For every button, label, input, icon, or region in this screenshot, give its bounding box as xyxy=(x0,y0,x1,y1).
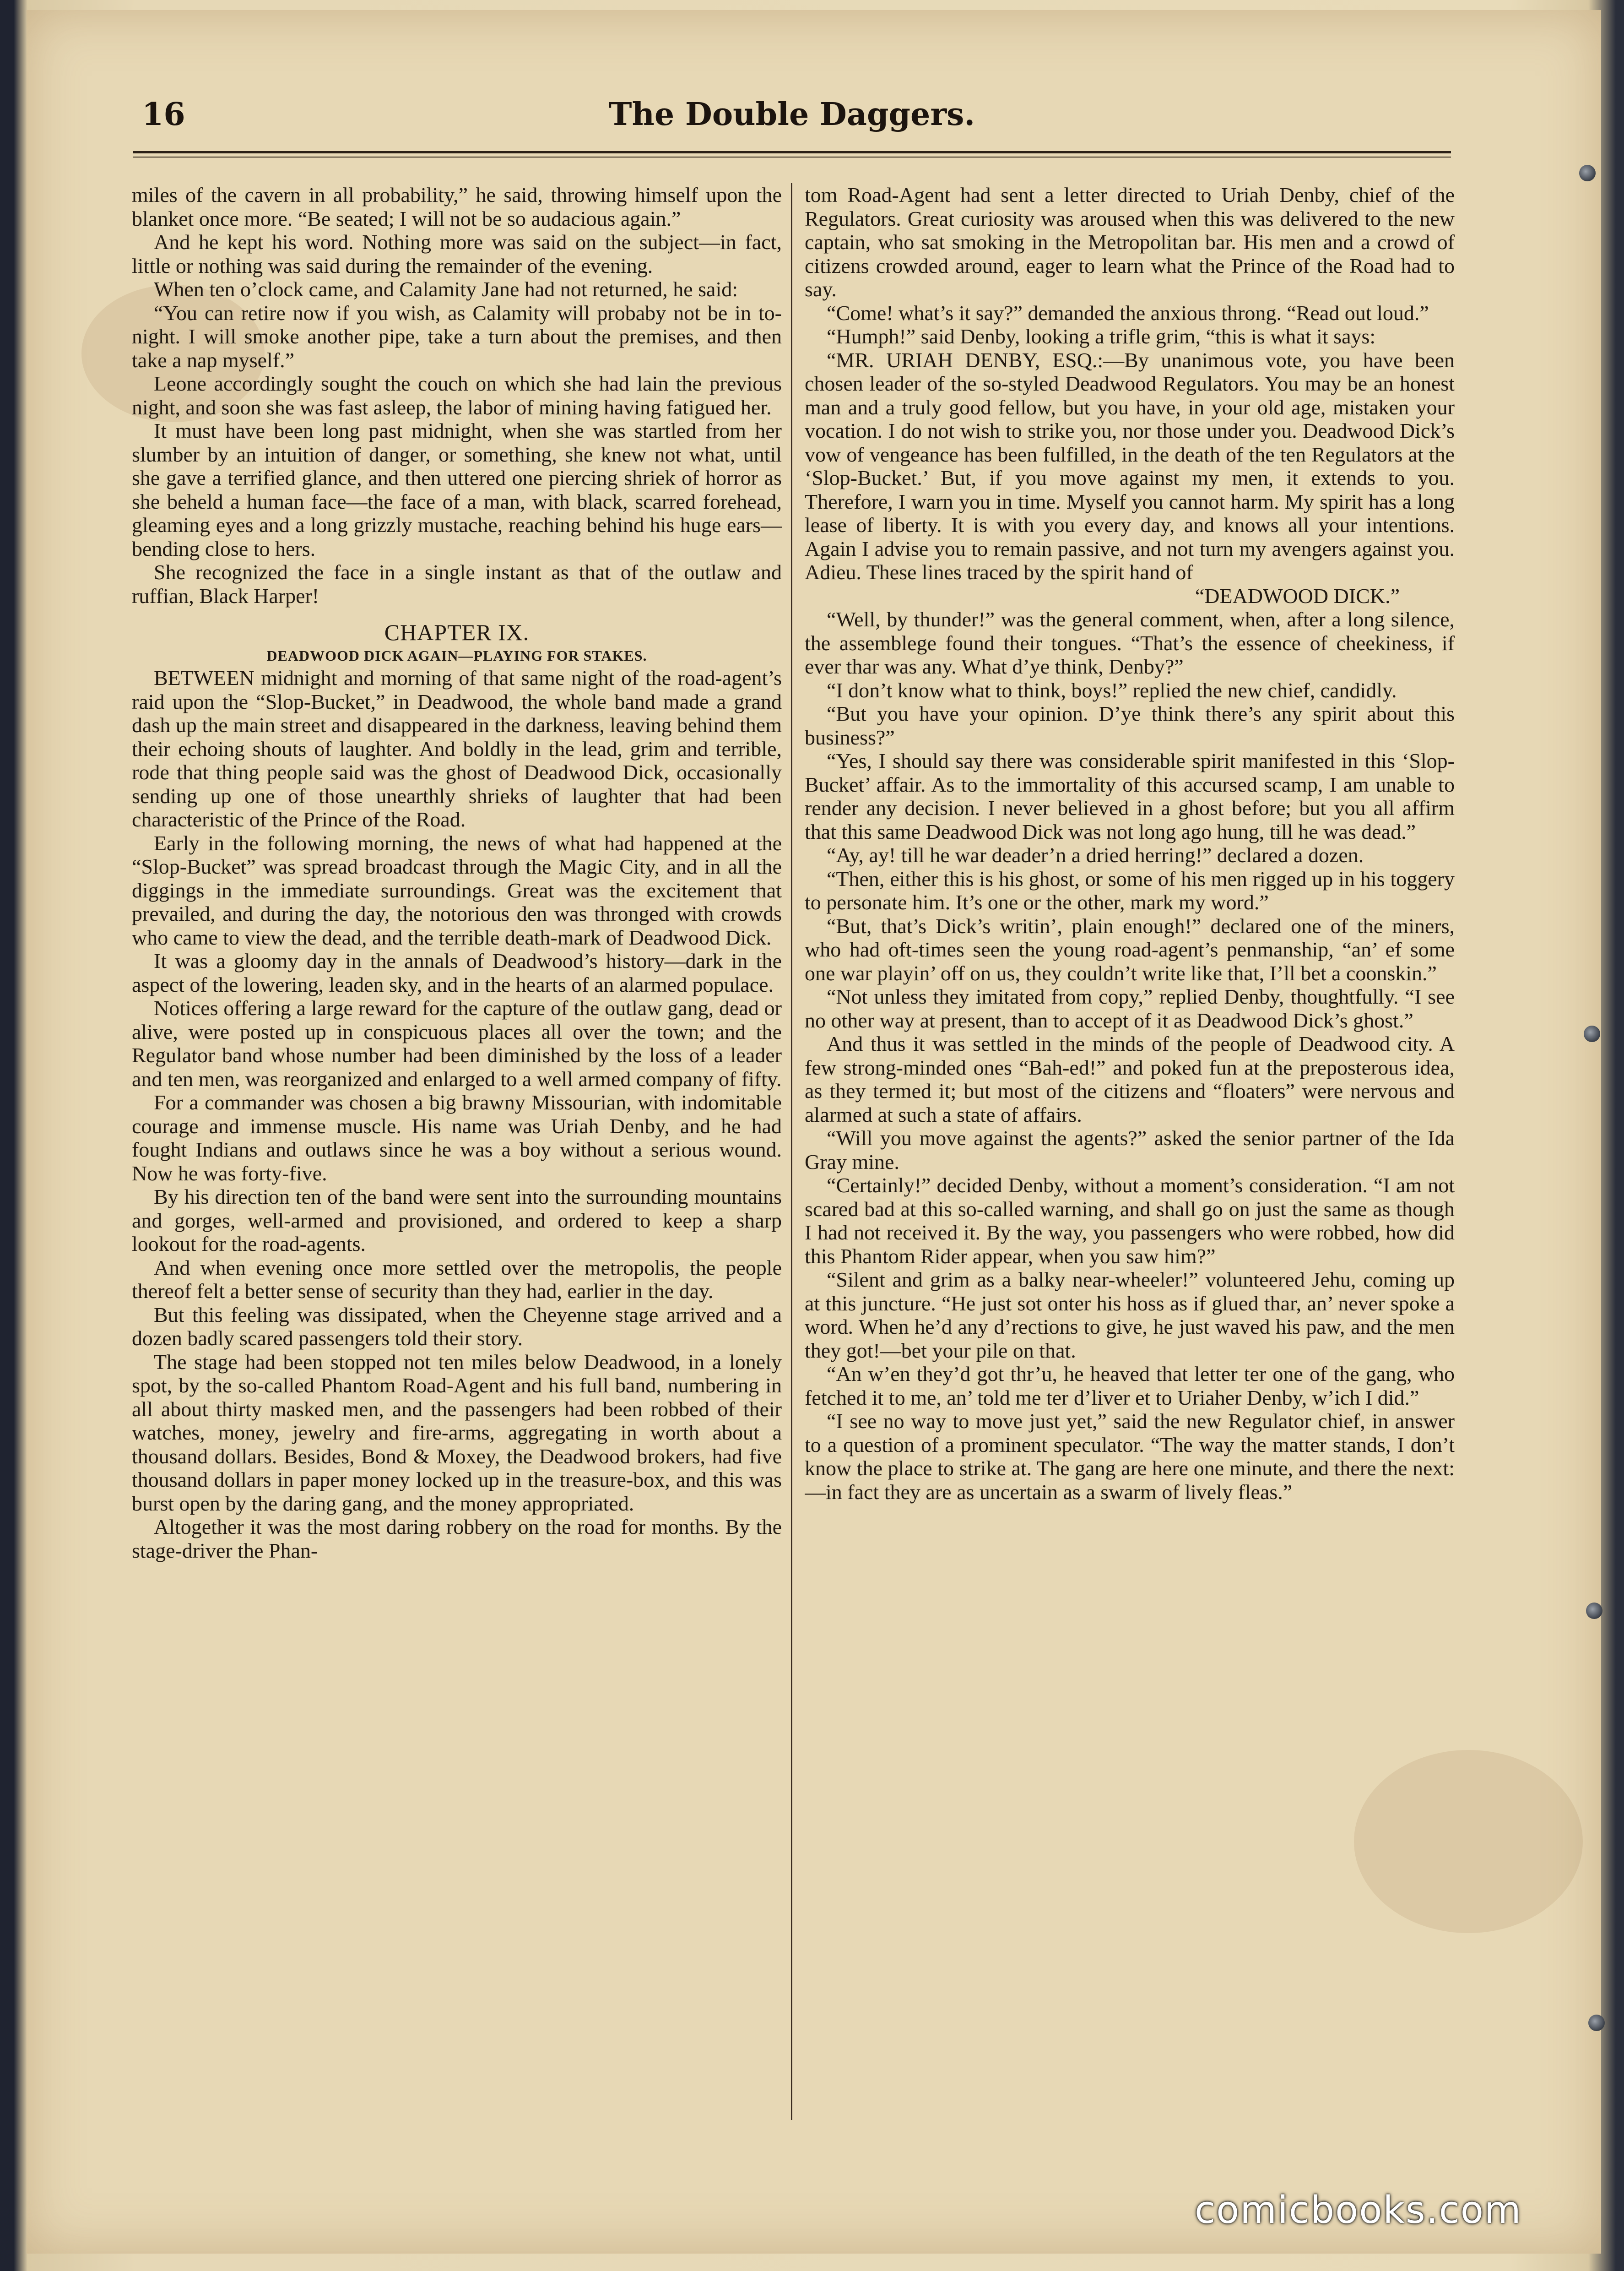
paragraph: tom Road-Agent had sent a letter directed to Uriah Denby, chief of the Regulators. Great curiosity was aroused when this was delivered to the new captain, who sat smoking in the Metropolitan bar. His men and a crowd of citizens crowded around, eager to learn what the Prince of the Road had to say. xyxy=(805,183,1455,301)
tack-hole xyxy=(1586,1603,1602,1619)
page-title: The Double Daggers. xyxy=(608,96,975,133)
page-number: 16 xyxy=(142,96,185,133)
left-column-paragraphs xyxy=(132,183,782,608)
paragraph: “I don’t know what to think, boys!” replied the new chief, candidly. xyxy=(827,678,1397,702)
paragraph: “You can retire now if you wish, as Calamity will probaby not be in to-night. I will smoke another pipe, take a turn about the premises, and then take a nap myself.” xyxy=(132,301,782,372)
paragraph: It was a gloomy day in the annals of Deadwood’s history—dark in the aspect of the lowering, leaden sky, and in the hearts of an alarmed populace. xyxy=(132,949,782,996)
paragraph: And when evening once more settled over the metropolis, the people thereof felt a better sense of security than they had, earlier in the day. xyxy=(132,1255,782,1303)
paragraph: She recognized the face in a single instant as that of the outlaw and ruffian, Black Harper! xyxy=(132,560,782,608)
paragraph: “Come! what’s it say?” demanded the anxious throng. “Read out loud.” xyxy=(827,301,1429,325)
paragraph: For a commander was chosen a big brawny Missourian, with indomitable courage and immense muscle. His name was Uriah Denby, and he had fought Indians and outlaws since he was a boy without a serious wound. Now he was forty-five. xyxy=(132,1091,782,1185)
tack-hole xyxy=(1579,165,1596,181)
paragraph: miles of the cavern in all probability,” he said, throwing himself upon the blanket once more. “Be seated; I will not be so audacious again.” xyxy=(132,183,782,230)
chapter-subtitle: DEADWOOD DICK AGAIN—PLAYING FOR STAKES. xyxy=(266,647,647,664)
paragraph: “But you have your opinion. D’ye think there’s any spirit about this business?” xyxy=(805,702,1455,749)
paragraph: Altogether it was the most daring robbery on the road for months. By the stage-driver the Phan- xyxy=(132,1515,782,1562)
paragraph: “I see no way to move just yet,” said the new Regulator chief, in answer to a question of a prominent speculator. “The way the matter stands, I don’t know the place to strike at. The gang are here one minute, and there the next:—in fact they are as uncertain as a swarm of lively fleas.” xyxy=(805,1409,1455,1504)
paragraph: “Humph!” said Denby, looking a trifle grim, “this is what it says: xyxy=(827,325,1376,348)
watermark: comicbooks.com xyxy=(1195,2189,1522,2232)
paragraph: The stage had been stopped not ten miles below Deadwood, in a lonely spot, by the so-called Phantom Road-Agent and his full band, numbering in all about thirty masked men, and the passengers had been robbed of their watches, money, jewelry and fire-arms, aggregating in worth about a thousand dollars. Besides, Bond & Moxey, the Deadwood brokers, had five thousand dollars in paper money locked up in the treasure-box, and this was burst open by the daring gang, and the money appropriated. xyxy=(132,1350,782,1515)
paragraph: “But, that’s Dick’s writin’, plain enough!” declared one of the miners, who had oft-times seen the young road-agent’s penmanship, “an’ ef some one war playin’ off on us, they couldn’t write like that, I’ll bet a coonskin.” xyxy=(805,914,1455,985)
chapter-title: CHAPTER IX. xyxy=(384,619,530,645)
left-column xyxy=(132,183,782,2124)
tack-hole xyxy=(1584,1026,1600,1042)
header-rule-thin xyxy=(133,157,1451,158)
column-divider xyxy=(791,183,792,2120)
paragraph: But this feeling was dissipated, when the Cheyenne stage arrived and a dozen badly scared passengers told their story. xyxy=(132,1303,782,1350)
paragraph: “Well, by thunder!” was the general comment, when, after a long silence, the assemblege found their tongues. “That’s the essence of cheekiness, if ever thar was any. What d’ye think, Denby?” xyxy=(805,608,1455,678)
right-column-paragraphs xyxy=(805,183,1455,1504)
paragraph: And he kept his word. Nothing more was said on the subject—in fact, little or nothing was said during the remainder of the evening. xyxy=(132,230,782,277)
paragraph: “An w’en they’d got thr’u, he heaved that letter ter one of the gang, who fetched it to me, an’ told me ter d’liver et to Uriaher Denby, w’ich I did.” xyxy=(805,1362,1455,1409)
paragraph: BETWEEN midnight and morning of that same night of the road-agent’s raid upon the “Slop-Bucket,” in Deadwood, the whole band made a grand dash up the main street and disappeared in the darkness, leaving behind them their echoing shouts of laughter. And boldly in the lead, grim and terrible, rode that thing people said was the ghost of Deadwood Dick, occasionally sending up one of those unearthly shrieks of laughter that had been characteristic of the Prince of the Road. xyxy=(132,666,782,831)
header-rule xyxy=(133,151,1451,153)
right-column xyxy=(805,183,1455,2124)
page-header xyxy=(142,96,1442,151)
paragraph: Early in the following morning, the news of what had happened at the “Slop-Bucket” was spread broadcast through the Magic City, and in all the diggings in the immediate surroundings. Great was the excitement that prevailed, and during the day, the notorious den was thronged with crowds who came to view the dead, and the terrible death-mark of Deadwood Dick. xyxy=(132,831,782,949)
paragraph: “Ay, ay! till he war deader’n a dried herring!” declared a dozen. xyxy=(827,843,1364,867)
paragraph: “Certainly!” decided Denby, without a moment’s consideration. “I am not scared bad at this so-called warning, and shall go on just the same as though I had not received it. By the way, you passengers who were robbed, how did this Phantom Rider appear, when you saw him?” xyxy=(805,1174,1455,1268)
paragraph: “Will you move against the agents?” asked the senior partner of the Ida Gray mine. xyxy=(805,1126,1455,1174)
chapter-paragraphs xyxy=(132,666,782,1562)
paragraph: When ten o’clock came, and Calamity Jane had not returned, he said: xyxy=(154,277,738,301)
paragraph: “MR. URIAH DENBY, ESQ.:—By unanimous vote, you have been chosen leader of the so-styled Deadwood Regulators. You may be an honest man and a truly good fellow, but you have, in your old age, mistaken your vocation. I do not wish to strike you, nor those under you. Deadwood Dick’s vow of vengeance has been fulfilled, in the death of the ten Regulators at the ‘Slop-Bucket.’ But, if you move against my men, it extends to you. Therefore, I warn you in time. Myself you cannot harm. My spirit has a long lease of liberty. It is with you every day, and knows all your intentions. Again I advise you to remain passive, and not turn my avengers against you. Adieu. These lines traced by the spirit hand of xyxy=(805,348,1455,584)
paragraph: “Not unless they imitated from copy,” replied Denby, thoughtfully. “I see no other way at present, than to accept of it as Deadwood Dick’s ghost.” xyxy=(805,985,1455,1032)
letter-signature: “DEADWOOD DICK.” xyxy=(1195,584,1400,608)
paragraph: It must have been long past midnight, when she was startled from her slumber by an intuition of danger, or something, she knew not what, until she gave a terrified glance, and then uttered one piercing shriek of horror as she beheld a human face—the face of a man, with black, scarred forehead, gleaming eyes and a long grizzly mustache, reaching behind his huge ears—bending close to hers. xyxy=(132,419,782,560)
paragraph: Notices offering a large reward for the capture of the outlaw gang, dead or alive, were posted up in conspicuous places all over the town; and the Regulator band whose number had been diminished by the loss of a leader and ten men, was reorganized and enlarged to a well armed company of fifty. xyxy=(132,996,782,1091)
paragraph: “Yes, I should say there was considerable spirit manifested in this ‘Slop-Bucket’ affair. As to the immortality of this accursed scamp, I am unable to render any decision. I never believed in a ghost before; but you all affirm that this same Deadwood Dick was not long ago hung, till he was dead.” xyxy=(805,749,1455,843)
paragraph: “Silent and grim as a balky near-wheeler!” volunteered Jehu, coming up at this juncture. “He just sot onter his hoss as if glued thar, an’ never spoke a word. When he’d any d’rections to give, he just waved his paw, and the men they got!—bet your pile on that. xyxy=(805,1268,1455,1362)
paragraph: “Then, either this is his ghost, or some of his men rigged up in his toggery to personate him. It’s one or the other, mark my word.” xyxy=(805,867,1455,914)
paragraph: Leone accordingly sought the couch on which she had lain the previous night, and soon she was fast asleep, the labor of mining having fatigued her. xyxy=(132,372,782,419)
paragraph: By his direction ten of the band were sent into the surrounding mountains and gorges, well-armed and provisioned, and ordered to keep a sharp lookout for the road-agents. xyxy=(132,1185,782,1255)
paragraph: And thus it was settled in the minds of the people of Deadwood city. A few strong-minded ones “Bah-ed!” and poked fun at the preposterous idea, as they termed it; but most of the citizens and “floaters” were nervous and alarmed at such a state of affairs. xyxy=(805,1032,1455,1126)
tack-hole xyxy=(1588,2015,1605,2031)
